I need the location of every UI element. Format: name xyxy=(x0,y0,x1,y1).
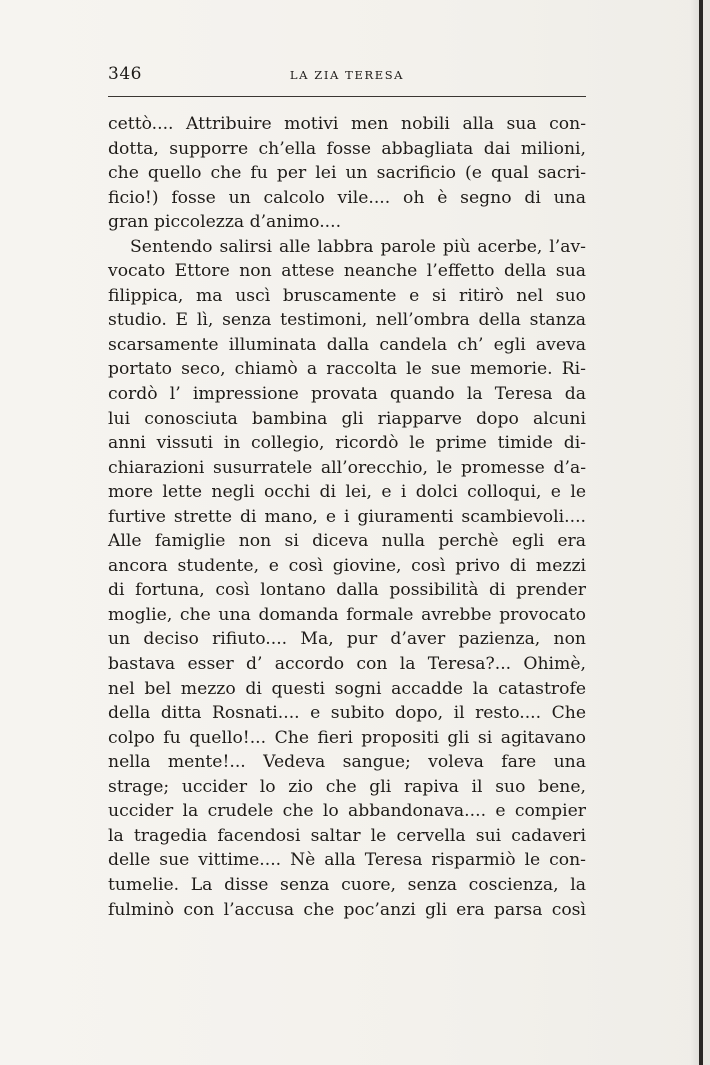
text-line: della ditta Rosnati.... e subito dopo, il resto.... Che xyxy=(108,703,586,724)
text-line: more lette negli occhi di lei, e i dolci colloqui, e le xyxy=(108,482,586,503)
text-line: ancora studente, e così giovine, così privo di mezzi xyxy=(108,555,586,576)
text-line: fulminò con l’accusa che poc’anzi gli era parsa così xyxy=(108,899,586,920)
text-line: Alle famiglie non si diceva nulla perchè egli era xyxy=(108,531,586,552)
text-line: ficio!) fosse un calcolo vile.... oh è segno di una xyxy=(108,187,586,208)
text-line: dotta, supporre ch’ella fosse abbagliata dai milioni, xyxy=(108,138,586,159)
page-header xyxy=(108,62,586,86)
text-line: tumelie. La disse senza cuore, senza coscienza, la xyxy=(108,874,586,895)
page-number: 346 xyxy=(108,64,142,84)
body-text xyxy=(108,112,586,922)
page-gutter-shadow xyxy=(690,0,699,1065)
text-line: bastava esser d’ accordo con la Teresa?... Ohimè, xyxy=(108,654,586,675)
text-line: la tragedia facendosi saltar le cervella sui cadaveri xyxy=(108,825,586,846)
text-line: moglie, che una domanda formale avrebbe provocato xyxy=(108,604,586,625)
text-line: di fortuna, così lontano dalla possibilità di prender xyxy=(108,580,586,601)
page-edge-margin xyxy=(703,0,710,1065)
text-line: strage; uccider lo zio che gli rapiva il suo bene, xyxy=(108,776,586,797)
text-line: chiarazioni susurratele all’orecchio, le promesse d’a- xyxy=(108,457,586,478)
text-line: delle sue vittime.... Nè alla Teresa risparmiò le con- xyxy=(108,850,586,871)
header-rule xyxy=(108,96,586,97)
text-line: studio. E lì, senza testimoni, nell’ombra della stanza xyxy=(108,310,586,331)
text-line: nella mente!... Vedeva sangue; voleva fare una xyxy=(108,752,586,773)
text-line: portato seco, chiamò a raccolta le sue memorie. Ri- xyxy=(108,359,586,380)
text-line: Sentendo salirsi alle labbra parole più acerbe, l’av- xyxy=(130,236,586,257)
text-line: vocato Ettore non attese neanche l’effetto della sua xyxy=(108,261,586,282)
running-title: LA ZIA TERESA xyxy=(289,68,405,82)
text-line: lui conosciuta bambina gli riapparve dopo alcuni xyxy=(108,408,586,429)
text-line: scarsamente illuminata dalla candela ch’ egli aveva xyxy=(108,334,586,355)
text-line: colpo fu quello!... Che fieri propositi gli si agitavano xyxy=(108,727,586,748)
text-line: cordò l’ impressione provata quando la Teresa da xyxy=(108,384,586,405)
text-line: furtive strette di mano, e i giuramenti scambievoli.... xyxy=(108,506,586,527)
text-line: nel bel mezzo di questi sogni accadde la catastrofe xyxy=(108,678,586,699)
text-line: uccider la crudele che lo abbandonava.... e compier xyxy=(108,801,586,822)
text-line: gran piccolezza d’animo.... xyxy=(108,212,342,233)
text-line: filippica, ma uscì bruscamente e si ritirò nel suo xyxy=(108,285,586,306)
text-line: che quello che fu per lei un sacrificio (e qual sacri- xyxy=(108,163,586,184)
text-line: anni vissuti in collegio, ricordò le prime timide di- xyxy=(108,433,586,454)
text-line: un deciso rifiuto.... Ma, pur d’aver pazienza, non xyxy=(108,629,586,650)
text-line: cettò.... Attribuire motivi men nobili alla sua con- xyxy=(108,114,586,134)
